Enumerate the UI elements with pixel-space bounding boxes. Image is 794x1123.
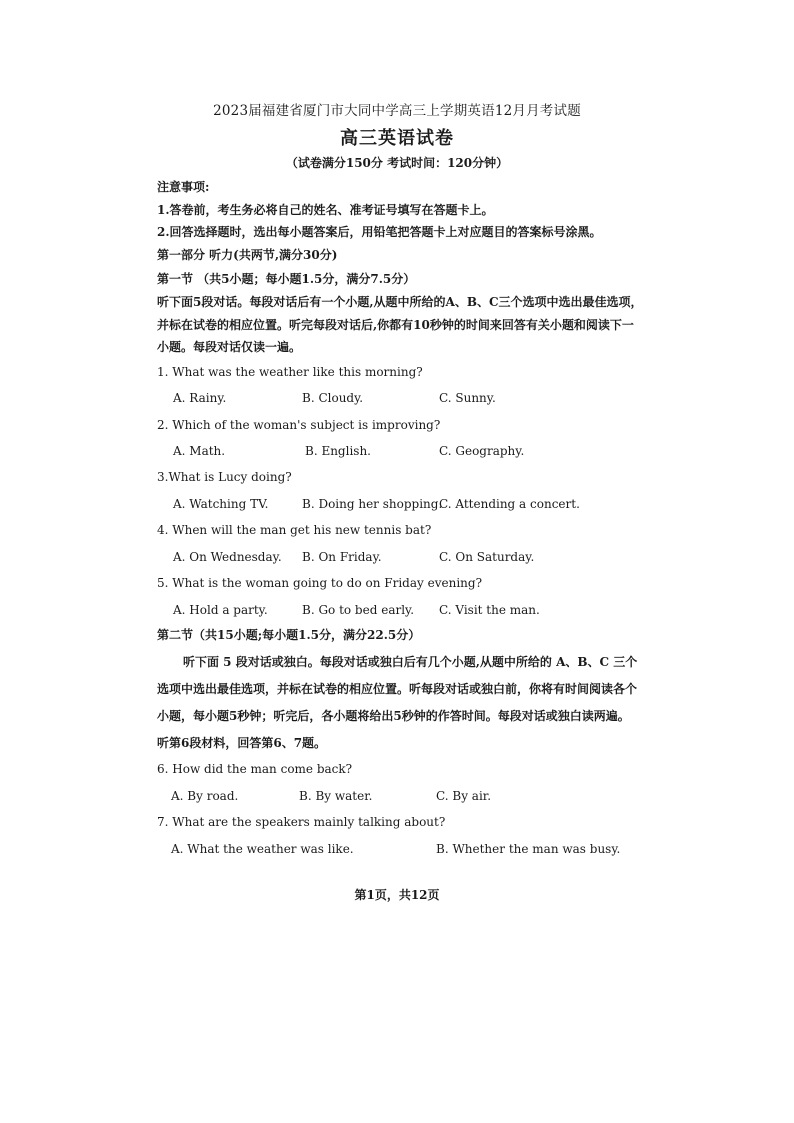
notes-heading: 注意事项: — [157, 180, 210, 194]
section1-instruction: 小题。每段对话仅读一遍。 — [157, 340, 302, 354]
option-c: C. On Saturday. — [439, 550, 535, 564]
question-text: 1. What was the weather like this morning? — [157, 365, 423, 379]
option-b: B. On Friday. — [302, 550, 382, 564]
note-item: 2.回答选择题时，选出每小题答案后，用铅笔把答题卡上对应题目的答案标号涂黑。 — [157, 225, 602, 239]
section1-instruction: 听下面5段对话。每段对话后有一个小题,从题中所给的A、B、C三个选项中选出最佳选项， — [157, 295, 643, 309]
option-b: B. Cloudy. — [302, 391, 364, 405]
exam-info: （试卷满分150分 考试时间：120分钟） — [285, 156, 509, 170]
question-text: 6. How did the man come back? — [157, 762, 353, 776]
option-b: B. Whether the man was busy. — [436, 842, 621, 856]
page-number: 第1页，共12页 — [354, 888, 440, 902]
part1-heading: 第一部分 听力(共两节,满分30分) — [157, 248, 338, 262]
option-b: B. Go to bed early. — [302, 603, 415, 617]
option-c: C. Sunny. — [439, 391, 496, 405]
section2-instruction: 选项中选出最佳选项，并标在试卷的相应位置。听每段对话或独白前，你将有时间阅读各个 — [157, 682, 638, 696]
option-a: A. Math. — [173, 444, 226, 458]
note-item: 1.答卷前，考生务必将自己的姓名、准考证号填写在答题卡上。 — [157, 203, 494, 217]
option-b: B. English. — [305, 444, 371, 458]
option-c: C. Attending a concert. — [439, 497, 580, 511]
exam-title: 2023届福建省厦门市大同中学高三上学期英语12月月考试题 — [213, 103, 581, 119]
section1-heading: 第一节 （共5小题；每小题1.5分，满分7.5分） — [157, 272, 416, 286]
option-c: C. By air. — [436, 789, 492, 803]
section2-instruction: 小题，每小题5秒钟；听完后，各小题将给出5秒钟的作答时间。每段对话或独白读两遍。 — [157, 709, 630, 723]
question-text: 5. What is the woman going to do on Friday evening? — [157, 576, 483, 590]
option-c: C. Visit the man. — [439, 603, 540, 617]
option-b: B. By water. — [299, 789, 373, 803]
question-text: 2. Which of the woman's subject is improving? — [157, 418, 441, 432]
question-text: 3.What is Lucy doing? — [157, 470, 292, 484]
option-a: A. Hold a party. — [173, 603, 268, 617]
section1-instruction: 并标在试卷的相应位置。听完每段对话后,你都有10秒钟的时间来回答有关小题和阅读下一 — [157, 318, 634, 332]
question-text: 4. When will the man get his new tennis bat? — [157, 523, 432, 537]
section2-instruction: 听第6段材料，回答第6、7题。 — [157, 736, 327, 750]
option-b: B. Doing her shopping. — [302, 497, 443, 511]
option-c: C. Geography. — [439, 444, 525, 458]
question-text: 7. What are the speakers mainly talking about? — [157, 815, 446, 829]
option-a: A. By road. — [171, 789, 239, 803]
section2-heading: 第二节（共15小题;每小题1.5分，满分22.5分） — [157, 628, 421, 642]
option-a: A. What the weather was like. — [171, 842, 354, 856]
option-a: A. Watching TV. — [173, 497, 269, 511]
section2-instruction: 听下面 5 段对话或独白。每段对话或独白后有几个小题,从题中所给的 A、B、C 三个 — [183, 655, 638, 669]
option-a: A. Rainy. — [173, 391, 227, 405]
option-a: A. On Wednesday. — [173, 550, 282, 564]
paper-subtitle: 高三英语试卷 — [340, 128, 454, 149]
